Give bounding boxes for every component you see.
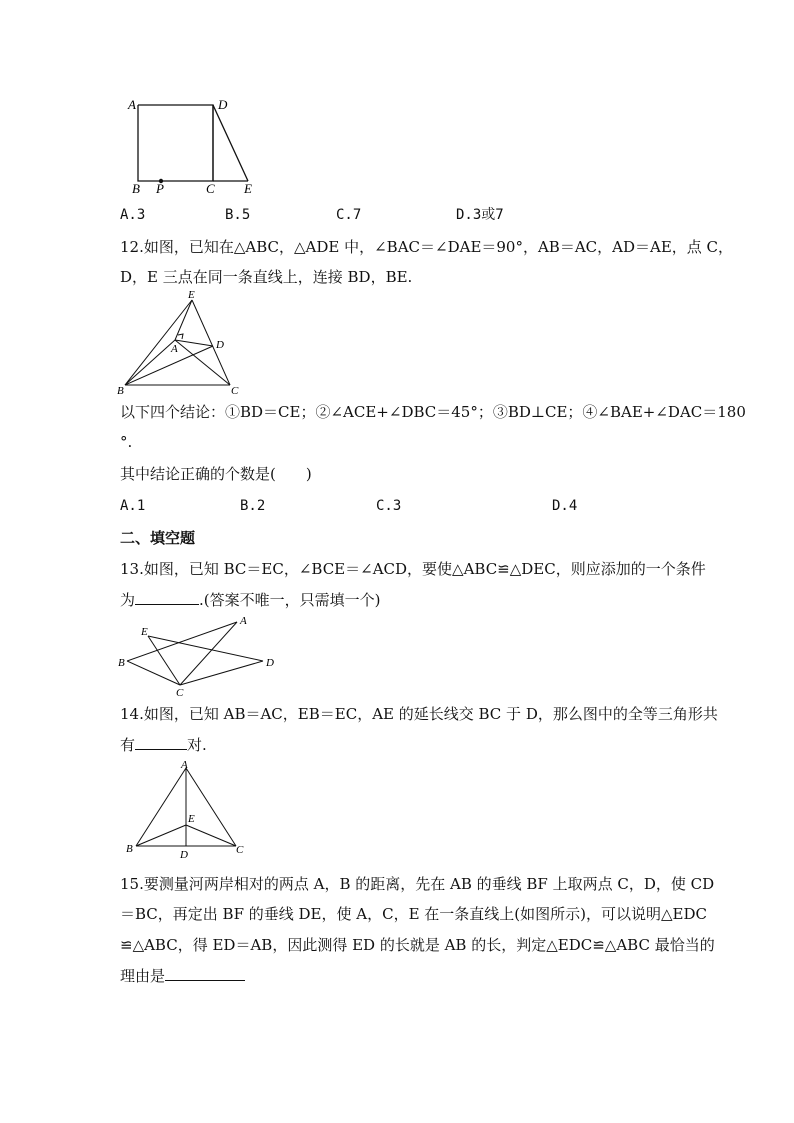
q11-label-c: C [206,181,215,195]
q14-label-a: A [181,759,188,771]
q12-conclusions-line1: 以下四个结论：①BD＝CE；②∠ACE+∠DBC＝45°；③BD⊥CE；④∠BAE+∠DAC＝180 [120,403,746,421]
q14-prefix: 有 [120,736,136,754]
q15-answer-blank[interactable] [165,966,245,981]
q12-text-line2: D，E 三点在同一条直线上，连接 BD，BE. [120,268,413,286]
q13-text-line1: 13.如图，已知 BC＝EC，∠BCE＝∠ACD，要使△ABC≌△DEC，则应添加的一个条件 [120,560,706,578]
q14-label-d: D [180,849,188,860]
q13-label-d: D [266,657,274,669]
q11-label-b: B [132,181,140,195]
q11-square [138,105,213,181]
q12-label-d: D [216,339,224,351]
q14-label-b: B [126,843,133,855]
q14-label-e: E [188,813,195,825]
q12-option-b: B.2 [240,498,266,514]
q15-text-line4 [120,966,245,986]
q12-text-line1: 12.如图，已知在△ABC，△ADE 中，∠BAC＝∠DAE＝90°，AB＝AC，AD＝AE，点 C， [120,238,734,256]
q11-label-e: E [244,181,252,195]
q12-conclusions-line2: °. [120,433,133,451]
q12-option-c: C.3 [376,498,402,514]
q14-figure [120,758,250,860]
q11-label-p: P [156,181,164,195]
q12-label-a: A [171,343,178,355]
section-title: 二、填空题 [120,529,196,547]
q14-text-line1: 14.如图，已知 AB＝AC，EB＝EC，AE 的延长线交 BC 于 D，那么图中的全等三角形共 [120,705,718,723]
q13-label-c: C [176,687,184,698]
q13-label-b: B [118,657,125,669]
q12-figure [115,288,250,398]
q12-option-d: D.4 [552,498,578,514]
q11-option-b: B.5 [225,207,251,223]
q11-line-de [213,105,248,181]
q13-text-line2 [120,590,381,610]
q12-option-a: A.1 [120,498,146,514]
q11-figure [125,95,265,195]
q15-prefix: 理由是 [120,967,166,985]
q14-text-line2 [120,735,207,755]
q13-answer-blank[interactable] [135,590,199,605]
q14-suffix: 对. [187,736,207,754]
q12-label-c: C [231,385,239,397]
q13-suffix: .(答案不唯一，只需填一个) [199,591,381,609]
q12-question: 其中结论正确的个数是( ) [120,465,312,483]
q13-prefix: 为 [120,591,136,609]
q11-option-a: A.3 [120,207,146,223]
q11-option-d: D.3或7 [456,207,504,223]
q11-label-d: D [218,97,228,112]
q15-text-line2: ＝BC，再定出 BF 的垂线 DE，使 A，C，E 在一条直线上(如图所示)，可以说明△EDC [120,905,707,923]
q14-answer-blank[interactable] [135,735,187,750]
q12-label-e: E [188,289,195,301]
q12-label-b: B [117,385,124,397]
q11-label-a: A [128,97,136,112]
q15-text-line3: ≌△ABC，得 ED＝AB，因此测得 ED 的长就是 AB 的长，判定△EDC≌△ABC 最恰当的 [120,936,715,954]
q13-figure [115,614,280,698]
q11-option-c: C.7 [336,207,362,223]
q13-label-a: A [240,615,247,627]
q14-label-c: C [236,844,244,856]
q13-label-e: E [141,626,148,638]
q15-text-line1: 15.要测量河两岸相对的两点 A，B 的距离，先在 AB 的垂线 BF 上取两点 C，D，使 CD [120,875,715,893]
